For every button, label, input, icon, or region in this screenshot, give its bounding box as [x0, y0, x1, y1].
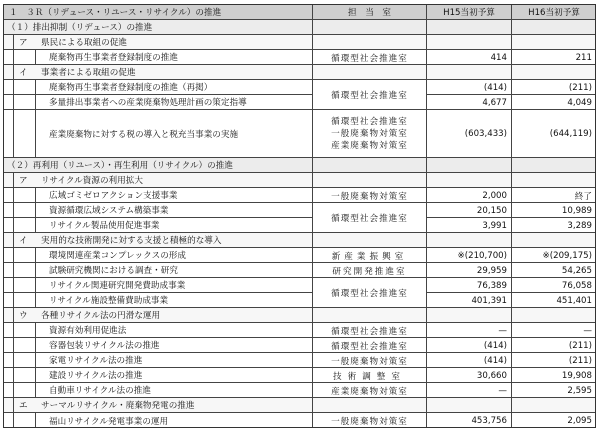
item-h15: —	[498, 385, 507, 396]
item-dept: 循環型社会推進室	[331, 326, 408, 337]
indent-divider	[35, 248, 36, 308]
subsection-title: 実用的な技術開発に対する支援と積極的な導入	[41, 236, 222, 246]
subsection-row	[3, 398, 596, 413]
indent-divider	[35, 188, 36, 233]
item-label: 家電リサイクル法の推進	[49, 356, 143, 366]
subsection-row	[3, 173, 596, 188]
item-h16: (211)	[568, 340, 592, 351]
item-dept: 技術調整室	[333, 371, 406, 382]
item-h16: 2,095	[567, 415, 592, 426]
item-label: 試験研究機関における調査・研究	[49, 266, 178, 276]
dept-stack	[313, 110, 426, 158]
item-h15: 4,677	[482, 97, 507, 108]
item-label: 福山リサイクル発電事業の運用	[49, 416, 169, 427]
table-row	[3, 278, 596, 293]
item-dept: 一般廃棄物対策室	[331, 191, 408, 202]
indent-divider	[35, 50, 36, 65]
table-row	[3, 338, 596, 353]
item-dept: 産業廃棄物対策室	[331, 386, 408, 397]
table-row	[3, 95, 596, 110]
item-h15: 30,660	[476, 370, 507, 381]
item-label: 多量排出事業者への産業廃棄物処理計画の策定指導	[49, 98, 247, 108]
item-h15: 453,756	[471, 415, 507, 426]
subsection-mark: ア	[19, 38, 28, 48]
item-h15: 3,991	[482, 220, 507, 231]
table-row	[3, 383, 596, 398]
item-dept: 一般廃棄物対策室	[331, 416, 408, 427]
item-h15: (414)	[483, 355, 507, 366]
item-h16: 4,049	[567, 97, 592, 108]
budget-table	[3, 4, 596, 428]
subsection-mark: イ	[19, 236, 28, 246]
item-label: 広域ゴミゼロアクション支援事業	[49, 191, 178, 201]
item-h16: 2,595	[567, 385, 592, 396]
item-dept: 循環型社会推進室	[331, 53, 408, 64]
item-h15: 2,000	[482, 190, 507, 201]
subsection-title: 県民による取組の促進	[41, 38, 127, 48]
h15-column-header: H15当初予算	[443, 8, 495, 18]
subsection-title: リサイクル資源の利用拡大	[41, 176, 143, 186]
subsection-mark: ウ	[19, 311, 28, 321]
subsection-row	[3, 35, 596, 50]
item-h15: (603,433)	[464, 129, 507, 139]
item-label: 資源循環広域システム構築事業	[49, 206, 169, 216]
item-dept: 産業廃棄物対策室	[331, 141, 408, 151]
subsection-mark: イ	[19, 68, 28, 78]
column-divider	[312, 4, 313, 428]
table-row	[3, 323, 596, 338]
section-title: （２）再利用（リユース）・再生利用（リサイクル）の推進	[7, 161, 233, 171]
item-label: 建設リサイクル法の推進	[49, 371, 143, 381]
dept-span-cell	[313, 203, 426, 233]
item-h16: 19,908	[561, 370, 592, 381]
item-h15: (414)	[483, 82, 507, 93]
indent-divider	[35, 323, 36, 398]
table-row	[3, 50, 596, 65]
item-h16: ※(209,175)	[542, 250, 592, 261]
item-h15: 76,389	[476, 280, 507, 291]
dept-column-header: 担 当 室	[348, 8, 391, 18]
indent-divider	[35, 80, 36, 158]
item-dept: 循環型社会推進室	[331, 117, 408, 127]
table-row	[3, 413, 596, 428]
table-row	[3, 353, 596, 368]
indent-divider	[13, 35, 14, 158]
item-dept: 循環型社会推進室	[331, 90, 408, 101]
item-h16: 終了	[574, 191, 592, 202]
item-h16: 10,989	[561, 205, 592, 216]
table-row	[3, 263, 596, 278]
table-row	[3, 293, 596, 308]
table-header	[3, 4, 596, 20]
subsection-row	[3, 65, 596, 80]
subsection-title: 各種リサイクル法の円滑な運用	[41, 311, 161, 321]
item-label: 容器包装リサイクル法の推進	[49, 341, 160, 351]
item-label: 産業廃棄物に対する税の導入と税充当事業の実施	[49, 129, 239, 140]
item-dept: 一般廃棄物対策室	[331, 356, 408, 367]
indent-divider	[35, 413, 36, 428]
item-h16: 211	[575, 52, 592, 63]
table-row	[3, 368, 596, 383]
item-h16: 76,058	[561, 280, 592, 291]
column-divider	[426, 4, 427, 428]
table-row	[3, 218, 596, 233]
item-h16: (211)	[568, 355, 592, 366]
item-label: 廃棄物再生事業者登録制度の推進	[49, 53, 178, 63]
table-title: １ ３Ｒ（リデュース・リユース・リサイクル）の推進	[9, 7, 222, 18]
item-label: リサイクル関連研究開発費助成事業	[49, 281, 186, 291]
item-h16: 3,289	[567, 220, 592, 231]
item-h15: 401,391	[471, 295, 507, 306]
item-dept: 循環型社会推進室	[331, 288, 408, 299]
item-h16: (211)	[568, 82, 592, 93]
indent-divider	[13, 173, 14, 428]
item-label: 自動車リサイクル法の推進	[49, 386, 151, 396]
item-h15: ※(210,700)	[457, 250, 507, 261]
section-row	[3, 20, 596, 35]
table-row	[3, 248, 596, 263]
subsection-row	[3, 308, 596, 323]
item-h15: 414	[490, 52, 507, 63]
subsection-row	[3, 233, 596, 248]
item-label: 廃棄物再生事業者登録制度の推進（再掲）	[49, 83, 213, 93]
subsection-title: サーマルリサイクル・廃棄物発電の推進	[41, 401, 195, 411]
item-h15: (414)	[483, 340, 507, 351]
table-row	[3, 188, 596, 203]
item-h16: —	[583, 325, 592, 336]
column-divider	[511, 4, 512, 428]
item-h15: 29,959	[476, 265, 507, 276]
table-row	[3, 80, 596, 95]
section-row	[3, 158, 596, 173]
item-label: 環境関連産業コンプレックスの形成	[49, 251, 186, 261]
item-dept: 循環型社会推進室	[331, 341, 408, 352]
item-dept: 循環型社会推進室	[331, 213, 408, 224]
dept-span-cell	[313, 278, 426, 308]
item-label: 資源有効利用促進法	[49, 326, 127, 336]
item-dept: 新産業振興室	[331, 251, 408, 262]
table-row	[3, 203, 596, 218]
subsection-mark: ア	[19, 176, 28, 186]
item-h16: 54,265	[561, 265, 592, 276]
item-label: リサイクル施設整備費助成事業	[49, 296, 169, 306]
item-h16: 451,401	[556, 295, 592, 306]
item-dept: 研究開発推進室	[332, 266, 407, 277]
table-row	[3, 110, 596, 158]
item-label: リサイクル製品使用促進事業	[49, 221, 160, 231]
subsection-mark: エ	[19, 401, 28, 411]
item-h15: 20,150	[476, 205, 507, 216]
item-h16: (644,119)	[549, 129, 592, 139]
dept-span-cell	[313, 80, 426, 110]
h16-column-header: H16当初予算	[528, 8, 580, 18]
subsection-title: 事業者による取組の促進	[41, 68, 136, 78]
item-dept: 一般廃棄物対策室	[331, 129, 408, 139]
section-title: （１）排出抑制（リデュース）の推進	[7, 23, 153, 33]
item-h15: —	[498, 325, 507, 336]
